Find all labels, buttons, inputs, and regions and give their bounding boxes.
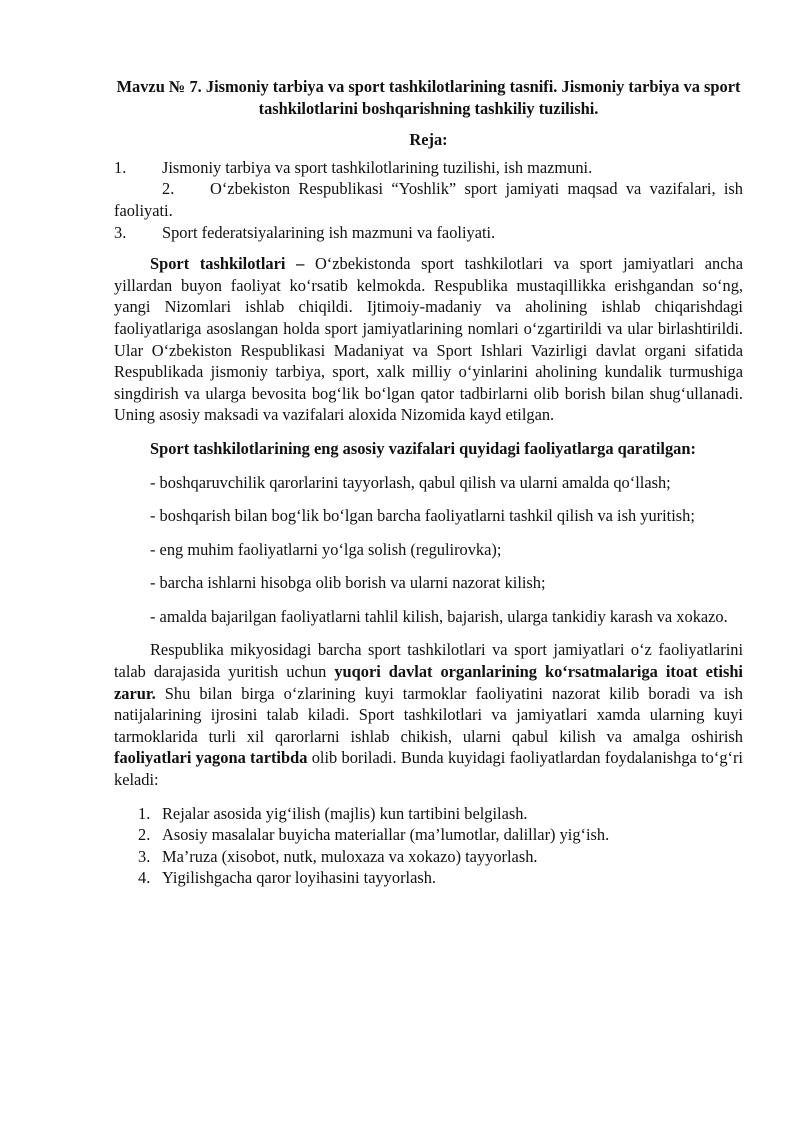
plan-item-number: 3. bbox=[114, 222, 127, 242]
document-page bbox=[114, 76, 743, 889]
step-text: Yigilishgacha qaror loyihasini tayyorlash. bbox=[162, 868, 437, 888]
step-item bbox=[138, 867, 743, 889]
plan-item bbox=[114, 222, 743, 244]
task-item: - boshqaruvchilik qarorlarini tayyorlash, qabul qilish va ularni amalda qo‘llash; bbox=[150, 472, 671, 492]
intro-paragraph bbox=[114, 253, 743, 426]
step-item bbox=[138, 824, 743, 846]
republic-text-3: olib boriladi. Bunda kuyidagi faoliyatlardan foydalanishga to‘g‘ri keladi: bbox=[114, 748, 743, 790]
republic-text-2: Shu bilan birga o‘zlarining kuyi tarmoklar faoliyatini nazorat kilib boradi va ish natijalarining ijrosini talab kiladi. Sport tashkilotlari va jamiyatlari xamda ularning kuyi tarmoklarida turli xil qarorlarni ishlab chikish, ularni qabul kilish va amalga oshirish bbox=[114, 683, 743, 746]
plan-item-number: 2. bbox=[162, 179, 175, 199]
step-item bbox=[138, 846, 743, 868]
steps-list bbox=[114, 803, 743, 889]
plan-heading: Reja: bbox=[409, 130, 448, 150]
plan-item bbox=[114, 178, 743, 221]
republic-text-1: Respublika mikyosidagi barcha sport tashkilotlari va sport jamiyatlari o‘z faoliyatlarini talab darajasida yuritish uchun bbox=[114, 640, 743, 682]
step-text: Ma’ruza (xisobot, nutk, muloxaza va xokazo) tayyorlash. bbox=[162, 846, 538, 866]
step-number: 4. bbox=[138, 868, 151, 888]
republic-paragraph bbox=[114, 639, 743, 790]
intro-text: O‘zbekistonda sport tashkilotlari va sport jamiyatlari ancha yillardan buyon faoliyat ko‘rsatib kelmokda. Respublika mustaqillikka erishgandan so‘ng, yangi Nizomlari ishlab chiqildi. Ijtimoiy-madaniy va aholining ishlab chiqarishdagi faoliyatlariga asoslangan holda sport jamiyatlarining nomlari o‘zgartirildi va ular birlashtirildi. Ular O‘zbekiston Respublikasi Madaniyat va Sport Ishlari Vazirligi davlat organi sifatida Respublikada jismoniy tarbiya, sport, xalk milliy o‘yinlarini aholining kundalik turmushiga singdirish va ularga bevosita bog‘lik bo‘lgan qator tadbirlarni olib borish bilan shug‘ullanadi. Uning asosiy maksadi va vazifalari aloxida Nizomida kayd etilgan. bbox=[114, 254, 744, 425]
plan-item-text: O‘zbekiston Respublikasi “Yoshlik” sport jamiyati maqsad va vazifalari, ish faoliyati. bbox=[114, 179, 743, 220]
tasks-heading bbox=[114, 438, 743, 460]
page-title: Mavzu № 7. Jismoniy tarbiya va sport tashkilotlarining tasnifi. Jismoniy tarbiya va sport tashkilotlarini boshqarishning tashkiliy tuzilishi. bbox=[116, 77, 741, 118]
tasks-heading-text: Sport tashkilotlarining eng asosiy vazifalari quyidagi faoliyatlarga qaratilgan: bbox=[150, 438, 696, 458]
step-item bbox=[138, 803, 743, 825]
step-text: Rejalar asosida yig‘ilish (majlis) kun tartibini belgilash. bbox=[162, 803, 528, 823]
task-item: - barcha ishlarni hisobga olib borish va ularni nazorat kilish; bbox=[150, 573, 546, 593]
plan-item bbox=[114, 157, 743, 179]
step-number: 3. bbox=[138, 846, 151, 866]
intro-bold-lead: Sport tashkilotlari – bbox=[150, 254, 305, 274]
step-text: Asosiy masalalar buyicha materiallar (ma’lumotlar, dalillar) yig‘ish. bbox=[162, 825, 610, 845]
step-number: 2. bbox=[138, 825, 151, 845]
task-item: - boshqarish bilan bog‘lik bo‘lgan barcha faoliyatlarni tashkil qilish va ish yuritish; bbox=[150, 506, 695, 526]
plan-item-text: Jismoniy tarbiya va sport tashkilotlarining tuzilishi, ish mazmuni. bbox=[162, 157, 593, 177]
plan-item-text: Sport federatsiyalarining ish mazmuni va faoliyati. bbox=[162, 222, 496, 242]
task-item: - amalda bajarilgan faoliyatlarni tahlil kilish, bajarish, ularga tankidiy karash va xokazo. bbox=[150, 606, 728, 626]
task-item: - eng muhim faoliyatlarni yo‘lga solish (regulirovka); bbox=[150, 539, 502, 559]
republic-bold-2: faoliyatlari yagona tartibda bbox=[114, 748, 308, 768]
step-number: 1. bbox=[138, 803, 151, 823]
plan-item-number: 1. bbox=[114, 157, 127, 177]
plan-list bbox=[114, 157, 743, 243]
republic-bold-1: yuqori davlat organlarining ko‘rsatmalariga itoat etishi zarur. bbox=[114, 662, 743, 703]
